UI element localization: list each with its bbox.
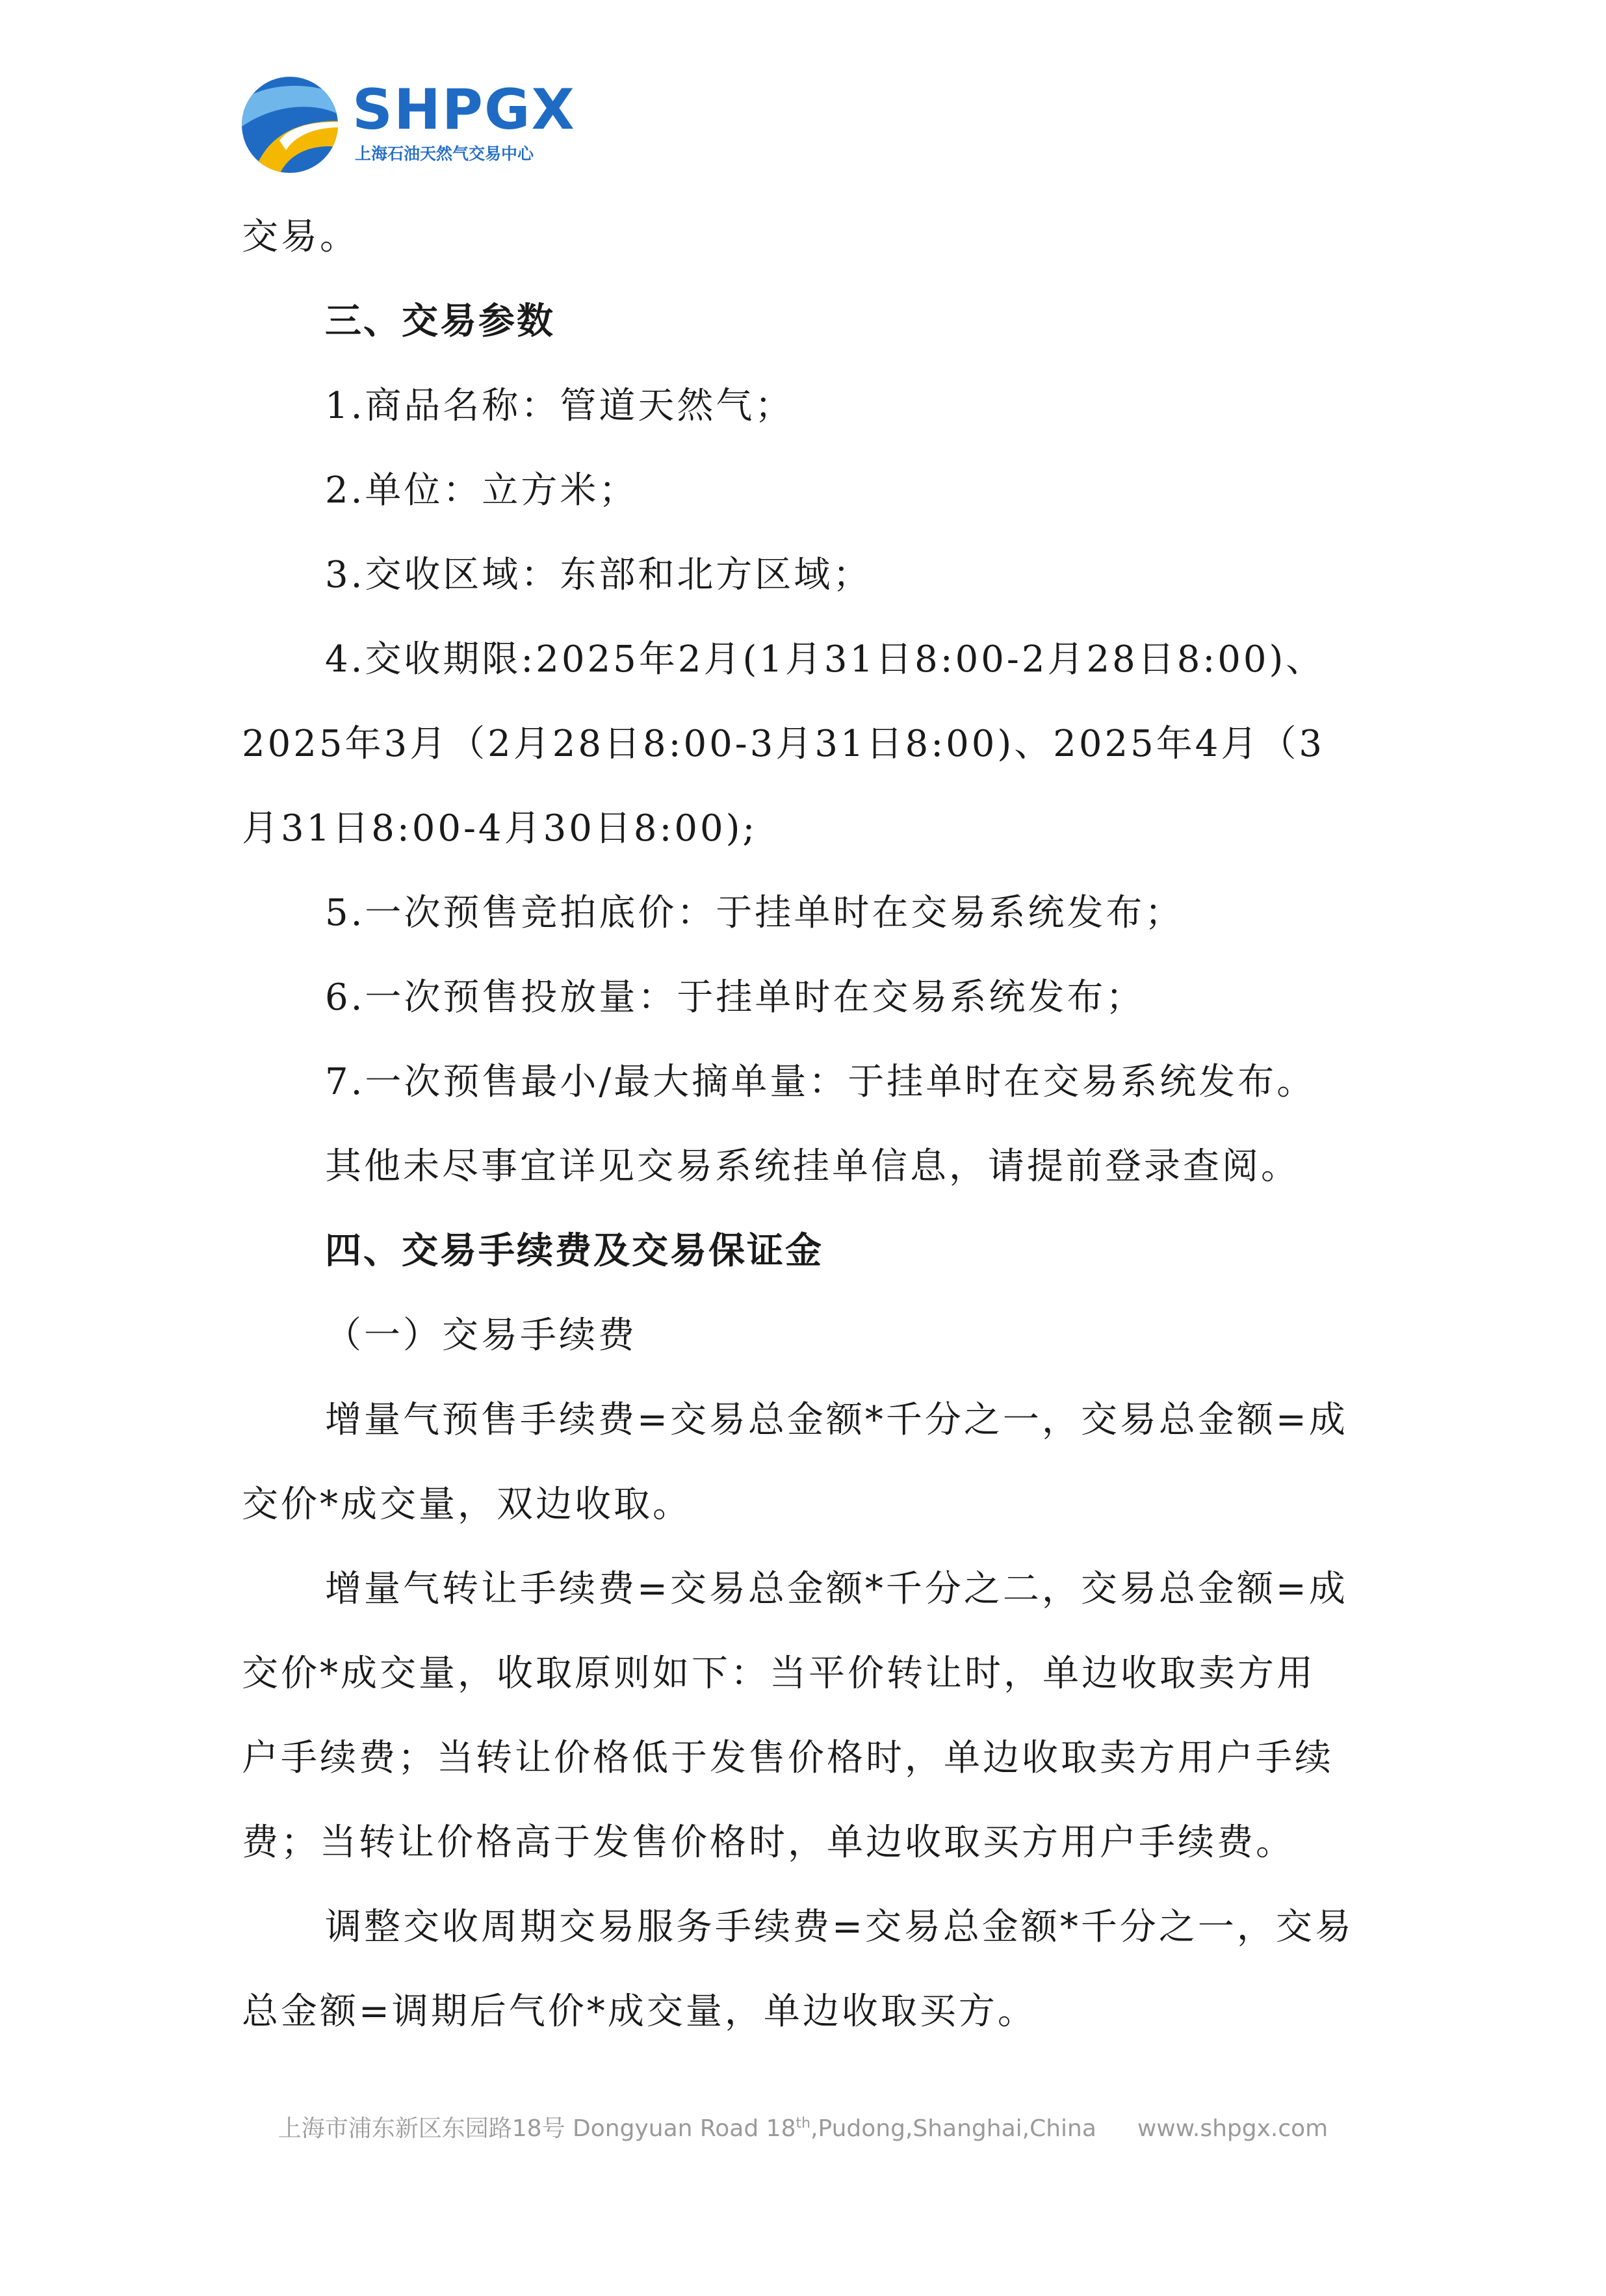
brand-name: SHPGX bbox=[352, 77, 576, 142]
footer-address-en-sup: th bbox=[796, 2115, 811, 2132]
param-min-max-order: 7.一次预售最小/最大摘单量：于挂单时在交易系统发布。 bbox=[325, 1061, 1316, 1103]
adjustment-fee-line-1: 调整交收周期交易服务手续费=交易总金额*千分之一，交易 bbox=[325, 1906, 1354, 1948]
section-heading-trading-parameters: 三、交易参数 bbox=[325, 300, 555, 343]
transfer-fee-line-1: 增量气转让手续费=交易总金额*千分之二，交易总金额=成 bbox=[325, 1568, 1348, 1610]
presale-fee-line-2: 交价*成交量，双边收取。 bbox=[242, 1483, 692, 1526]
page-footer bbox=[0, 2110, 1606, 2143]
param-unit: 2.单位：立方米； bbox=[325, 469, 638, 512]
param-delivery-region: 3.交收区域：东部和北方区域； bbox=[325, 554, 872, 596]
param-commodity-name: 1.商品名称：管道天然气； bbox=[325, 385, 794, 427]
transfer-fee-line-3: 户手续费；当转让价格低于发售价格时，单边收取卖方用户手续 bbox=[242, 1737, 1334, 1779]
document-body bbox=[242, 195, 1360, 2054]
presale-fee-line-1: 增量气预售手续费=交易总金额*千分之一，交易总金额=成 bbox=[325, 1399, 1348, 1441]
param-delivery-period-cont-2: 月31日8:00-4月30日8:00); bbox=[242, 807, 758, 850]
footer-address-en-pre: Dongyuan Road 18 bbox=[573, 2115, 796, 2142]
subsection-heading-trading-fee: （一）交易手续费 bbox=[325, 1314, 637, 1357]
transfer-fee-line-2: 交价*成交量，收取原则如下：当平价转让时，单边收取卖方用 bbox=[242, 1652, 1315, 1695]
footer-website: www.shpgx.com bbox=[1137, 2115, 1328, 2142]
adjustment-fee-line-2: 总金额=调期后气价*成交量，单边收取买方。 bbox=[242, 1990, 1037, 2033]
param-reserve-price: 5.一次预售竞拍底价：于挂单时在交易系统发布； bbox=[325, 892, 1184, 934]
footer-address-cn: 上海市浦东新区东园路18号 bbox=[278, 2115, 565, 2142]
footer-address-en bbox=[573, 2115, 1096, 2142]
other-matters-note: 其他未尽事宜详见交易系统挂单信息，请提前登录查阅。 bbox=[325, 1145, 1300, 1188]
paragraph-continuation: 交易。 bbox=[242, 216, 359, 258]
brand-subtitle: 上海石油天然气交易中心 bbox=[355, 144, 534, 163]
param-delivery-period-cont-1: 2025年3月（2月28日8:00-3月31日8:00)、2025年4月（3 bbox=[242, 723, 1325, 765]
section-heading-fees-margin: 四、交易手续费及交易保证金 bbox=[325, 1230, 823, 1272]
footer-address-en-post: ,Pudong,Shanghai,China bbox=[810, 2115, 1096, 2142]
shpgx-logo-icon bbox=[240, 75, 339, 174]
param-delivery-period: 4.交收期限:2025年2月(1月31日8:00-2月28日8:00)、 bbox=[325, 638, 1325, 681]
param-offer-volume: 6.一次预售投放量：于挂单时在交易系统发布； bbox=[325, 976, 1145, 1019]
header-logo bbox=[240, 73, 576, 177]
transfer-fee-line-4: 费；当转让价格高于发售价格时，单边收取买方用户手续费。 bbox=[242, 1821, 1295, 1864]
